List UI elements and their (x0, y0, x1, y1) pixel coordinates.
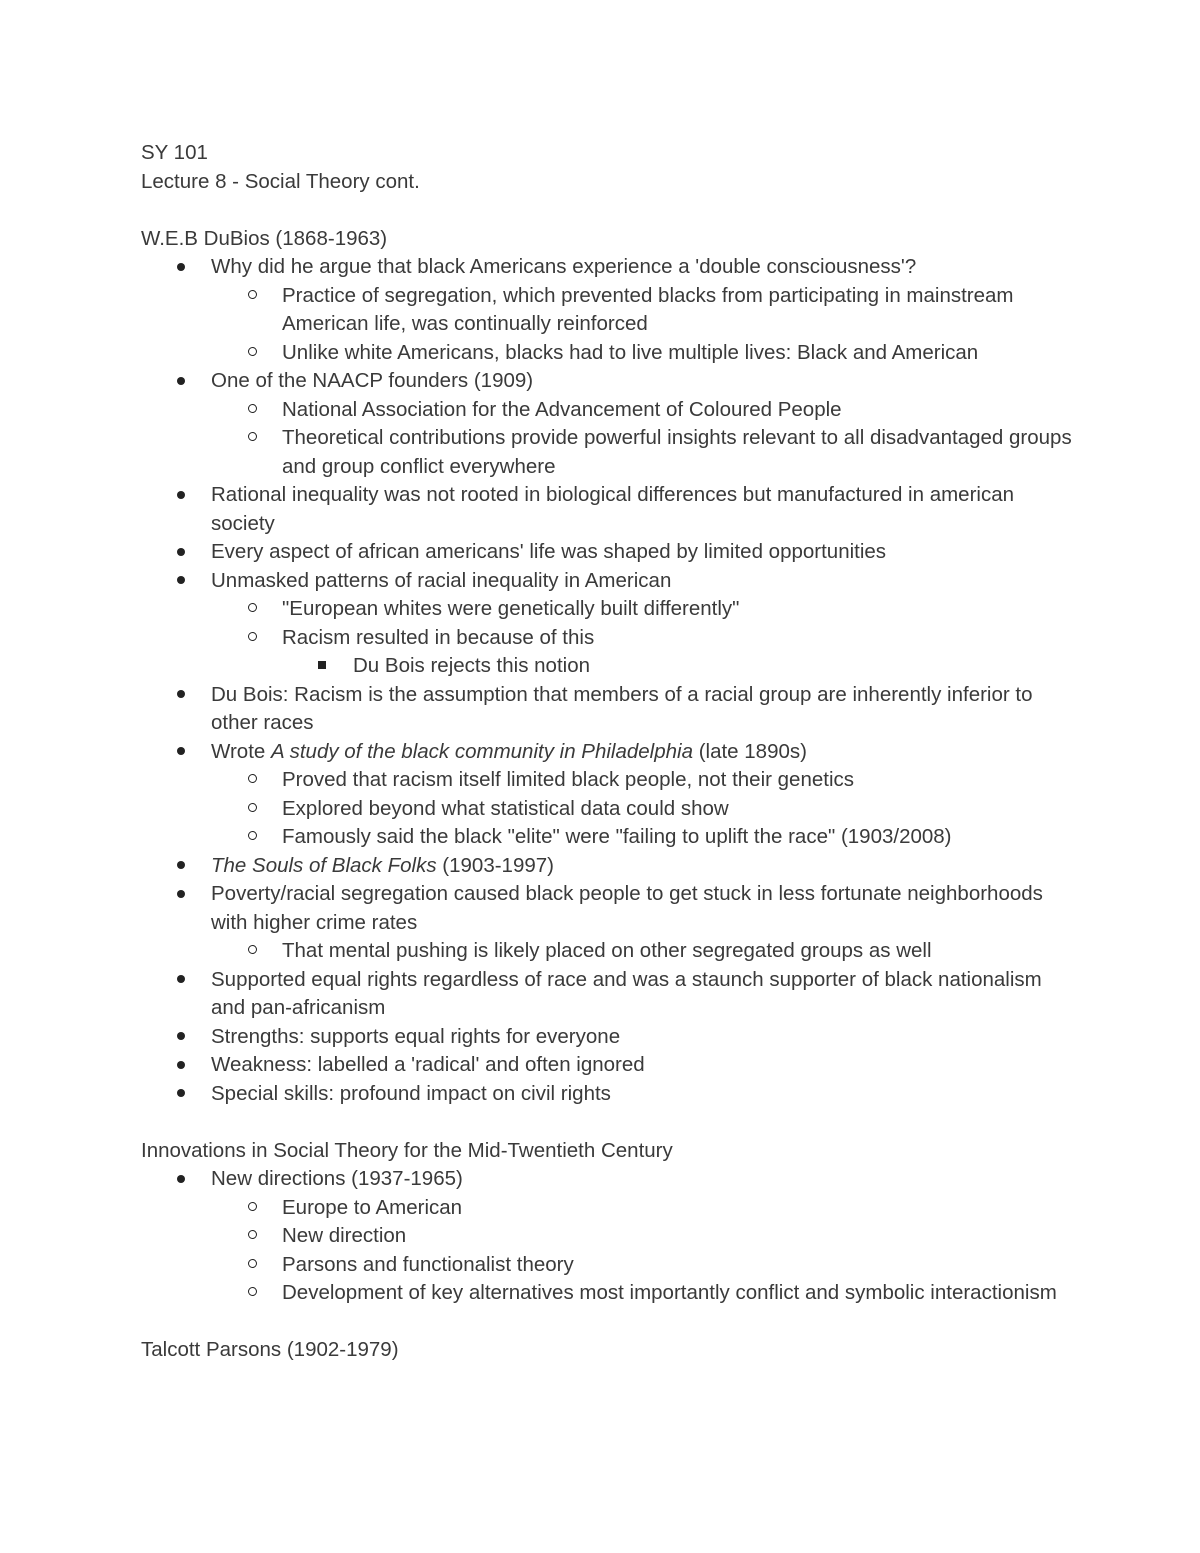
list-item-text: New direction (282, 1224, 407, 1247)
list-item (141, 795, 1081, 824)
list-item (141, 595, 1081, 624)
list-item-text: Special skills: profound impact on civil rights (211, 1081, 611, 1105)
list-item (141, 1194, 1081, 1223)
list-item-text: Theoretical contributions provide powerful insights relevant to all disadvantaged groups and group conflict everywhere (282, 426, 1072, 478)
list-item-text: New directions (1937-1965) (211, 1167, 463, 1190)
book-title: A study of the black community in Philadelphia (271, 739, 693, 763)
list-item (141, 424, 1081, 481)
list-item (141, 738, 1081, 767)
list-item (141, 396, 1081, 425)
list-item-text: Unlike white Americans, blacks had to live multiple lives: Black and American (282, 340, 979, 364)
list-item (141, 937, 1081, 966)
bullet-dot-icon (177, 567, 185, 596)
list-item-text: Europe to American (282, 1195, 463, 1219)
list-item (141, 624, 1081, 653)
bullet-circle-icon (248, 339, 257, 368)
spacer (141, 1308, 1081, 1337)
list-item (141, 253, 1081, 282)
list-item-text: Parsons and functionalist theory (282, 1252, 574, 1276)
bullet-circle-icon (248, 937, 257, 966)
list-item-text: Unmasked patterns of racial inequality in American (211, 568, 672, 592)
bullet-dot-icon (177, 852, 185, 881)
book-title: The Souls of Black Folks (211, 853, 437, 877)
bullet-dot-icon (177, 1080, 185, 1109)
notes-content (141, 139, 1081, 1365)
list-item-text: Strengths: supports equal rights for everyone (211, 1024, 621, 1048)
bullet-circle-icon (248, 282, 257, 311)
list-item-text: Du Bois: Racism is the assumption that members of a racial group are inherently inferior to other races (211, 682, 1033, 734)
list-item (141, 652, 1081, 681)
bullet-dot-icon (177, 1165, 185, 1194)
bullet-dot-icon (177, 538, 185, 567)
list-item-text: Du Bois rejects this notion (353, 654, 591, 677)
list-item-text: National Association for the Advancement of Coloured People (282, 397, 842, 421)
list-item-text: Rational inequality was not rooted in biological differences but manufactured in american society (211, 483, 1015, 535)
course-code: SY 101 (141, 141, 208, 164)
list-item (141, 880, 1081, 937)
list-item-text: Racism resulted in because of this (282, 625, 595, 649)
bullet-dot-icon (177, 966, 185, 995)
spacer (141, 196, 1081, 225)
bullet-circle-icon (248, 795, 257, 824)
list-item (141, 1165, 1081, 1194)
list-item (141, 823, 1081, 852)
list-item (141, 1023, 1081, 1052)
list-item (141, 339, 1081, 368)
list-item-text: Every aspect of african americans' life was shaped by limited opportunities (211, 540, 887, 563)
list-item (141, 1051, 1081, 1080)
list-item (141, 1279, 1081, 1308)
bullet-circle-icon (248, 1222, 257, 1251)
bullet-dot-icon (177, 253, 185, 282)
list-item (141, 1251, 1081, 1280)
bullet-circle-icon (248, 1194, 257, 1223)
list-item-text: Practice of segregation, which prevented blacks from participating in mainstream American life, was continually reinforced (282, 283, 1014, 335)
list-item (141, 481, 1081, 538)
list-item-text: (late 1890s) (693, 739, 807, 763)
list-item (141, 538, 1081, 567)
list-item-text: "European whites were genetically built differently" (282, 597, 740, 620)
list-item (141, 681, 1081, 738)
bullet-circle-icon (248, 766, 257, 795)
bullet-circle-icon (248, 1251, 257, 1280)
bullet-circle-icon (248, 823, 257, 852)
list-item (141, 367, 1081, 396)
list-item (141, 852, 1081, 881)
list-item (141, 567, 1081, 596)
lecture-title: Lecture 8 - Social Theory cont. (141, 169, 420, 193)
bullet-square-icon (318, 652, 326, 681)
section-heading-parsons: Talcott Parsons (1902-1979) (141, 1338, 399, 1361)
bullet-dot-icon (177, 1051, 185, 1080)
bullet-dot-icon (177, 738, 185, 767)
bullet-dot-icon (177, 681, 185, 710)
bullet-circle-icon (248, 1279, 257, 1308)
list-item-text: Wrote (211, 739, 271, 763)
list-item-text: Why did he argue that black Americans experience a 'double consciousness'? (211, 255, 917, 278)
bullet-circle-icon (248, 396, 257, 425)
bullet-circle-icon (248, 595, 257, 624)
list-item-text: Weakness: labelled a 'radical' and often ignored (211, 1053, 645, 1076)
bullet-dot-icon (177, 880, 185, 909)
list-item (141, 282, 1081, 339)
list-item-text: Development of key alternatives most importantly conflict and symbolic interactionism (282, 1281, 1057, 1304)
bullet-circle-icon (248, 424, 257, 453)
list-item (141, 766, 1081, 795)
spacer (141, 1108, 1081, 1137)
list-item-text: Supported equal rights regardless of race and was a staunch supporter of black nationalism and pan-africanism (211, 967, 1042, 1019)
bullet-circle-icon (248, 624, 257, 653)
section-heading-innovations: Innovations in Social Theory for the Mid-Twentieth Century (141, 1138, 673, 1162)
bullet-dot-icon (177, 1023, 185, 1052)
list-item (141, 1222, 1081, 1251)
list-item-text: (1903-1997) (436, 853, 554, 877)
list-item-text: Proved that racism itself limited black people, not their genetics (282, 768, 854, 791)
list-item (141, 1080, 1081, 1109)
bullet-dot-icon (177, 481, 185, 510)
bullet-dot-icon (177, 367, 185, 396)
list-item-text: One of the NAACP founders (1909) (211, 369, 534, 392)
list-item-text: That mental pushing is likely placed on other segregated groups as well (282, 939, 932, 962)
list-item-text: Poverty/racial segregation caused black people to get stuck in less fortunate neighborhoods with higher crime rates (211, 882, 1043, 934)
list-item-text: Explored beyond what statistical data could show (282, 796, 729, 820)
section-heading-dubois: W.E.B DuBios (1868-1963) (141, 226, 388, 250)
list-item-text: Famously said the black "elite" were "failing to uplift the race" (1903/2008) (282, 825, 952, 848)
list-item (141, 966, 1081, 1023)
